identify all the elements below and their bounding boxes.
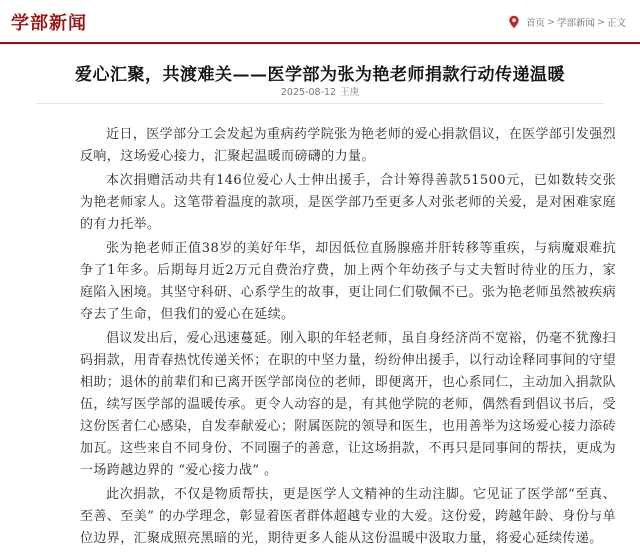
breadcrumb: [508, 15, 626, 29]
article-title: 爱心汇聚，共渡难关——医学部为张为艳老师捐款行动传递温暖: [75, 65, 565, 85]
breadcrumb-section-link[interactable]: 学部新闻: [557, 18, 596, 29]
article-paragraph: 倡议发出后，爱心迅速蔓延。刚入职的年轻老师，虽自身经济尚不宽裕，仍毫不犹豫扫码捐款，用青春热忱传递关怀；在职的中坚力量，纷纷伸出援手，以行动诠释同事间的守望相助；退休的前辈们和已离开医学部岗位的老师，即便离开，也心系同仁，主动加入捐款队伍，续写医学部的温暖传承。更令人动容的是，有其他学院的老师，偶然看到倡议书后，受这份医者仁心感染，自发奉献爱心；附属医院的领导和医生，也用善举为这场爱心接力添砖加瓦。这些来自不同身份、不同圈子的善意，让这场捐款，不再只是同事间的帮扶，更成为一场跨越边界的 “爱心接力战” 。: [80, 331, 617, 478]
article-paragraph: 近日，医学部分工会发起为重病药学院张为艳老师的爱心捐款倡议，在医学部引发强烈反响，这场爱心接力，汇聚起温暖而磅礴的力量。: [80, 127, 616, 164]
article-date: 2025-08-12: [280, 87, 337, 98]
article-body: [80, 124, 616, 552]
breadcrumb-current: 正文: [606, 18, 626, 29]
article-paragraph: 此次捐款，不仅是物质帮扶，更是医学人文精神的生动注脚。它见证了医学部“至真、至善、至美” 的办学理念，彰显着医者群体超越专业的大爱。这份爱，跨越年龄、身份与单位边界，汇聚成照亮黑暗的光，期待更多人能从这份温暖中汲取力量，将爱心延续传递。: [80, 487, 616, 546]
breadcrumb-separator: >: [597, 16, 605, 28]
section-brand[interactable]: 学部新闻: [11, 13, 87, 34]
location-pin-icon: [508, 15, 520, 29]
article-paragraph: 张为艳老师正值38岁的美好年华，却因低位直肠腺癌并肝转移等重疾，与病魔艰难抗争了1年多。后期每月近2万元自费治疗费，加上两个年幼孩子与丈夫暂时待业的压力，家庭陷入困境。其坚守科研、心系学生的故事，更让同仁们敬佩不已。张为艳老师虽然被疾病夺去了生命，但我们的爱心在延续。: [80, 241, 617, 322]
site-header: [0, 0, 640, 44]
article-meta: [0, 84, 640, 98]
breadcrumb-separator: >: [547, 16, 555, 28]
article-paragraph: 本次捐赠活动共有146位爱心人士伸出援手，合计筹得善款51500元，已如数转交张为艳老师家人。这笔带着温度的款项，是医学部乃至更多人对张老师的关爱，是对困难家庭的有力托举。: [80, 173, 617, 232]
title-divider: [36, 103, 604, 104]
breadcrumb-home-link[interactable]: 首页: [526, 18, 546, 29]
article-author: 王庚: [340, 87, 360, 98]
